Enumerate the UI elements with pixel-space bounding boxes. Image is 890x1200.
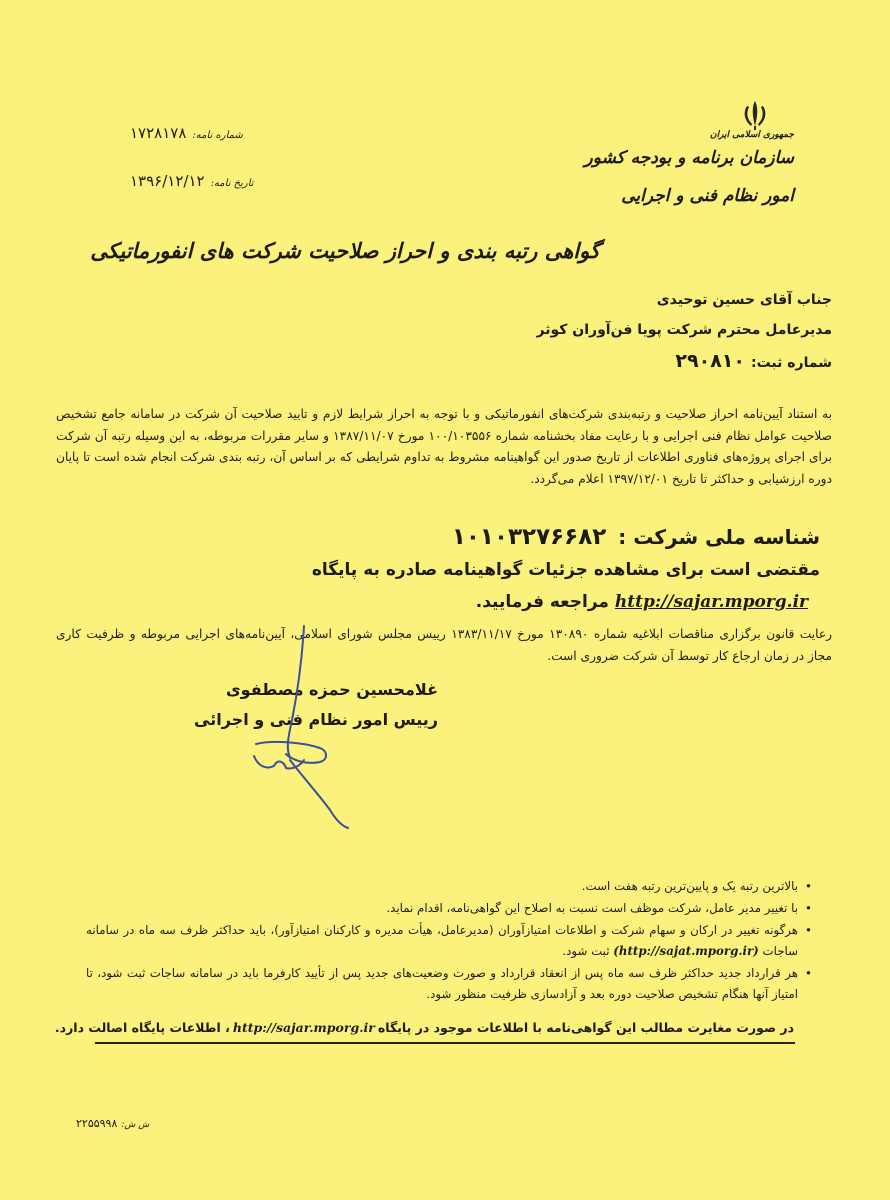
registration-value: ۲۹۰۸۱۰ xyxy=(675,350,745,372)
national-id-label: شناسه ملی شرکت : xyxy=(618,525,820,549)
sajat-link[interactable]: (http://sajat.mporg.ir) xyxy=(613,944,759,958)
national-id xyxy=(452,524,820,550)
notes-list xyxy=(86,876,812,1006)
signer-name: غلامحسین حمزه مصطفوی xyxy=(226,680,438,699)
registration-number xyxy=(675,350,832,372)
iran-emblem-icon xyxy=(738,98,772,132)
certificate-title: گواهی رتبه بندی و احراز صلاحیت شرکت های انفورماتیکی xyxy=(90,238,600,263)
letter-date xyxy=(130,172,254,190)
org-country: جمهوری اسلامی ایران xyxy=(709,130,794,140)
national-id-value: ۱۰۱۰۳۲۷۶۶۸۲ xyxy=(451,524,607,550)
note-item xyxy=(86,920,812,962)
serial-label: ش ش: xyxy=(121,1120,150,1130)
letter-number-label: شماره نامه: xyxy=(192,130,243,141)
sajar-link[interactable]: http://sajar.mporg.ir xyxy=(614,592,808,612)
notice-line-2-end: مراجعه فرمایید. xyxy=(475,592,609,612)
body-paragraph-2: رعایت قانون برگزاری مناقصات ابلاغیه شماره ۱۳۰۸۹۰ مورخ ۱۳۸۳/۱۱/۱۷ رییس مجلس شورای اسلامی، آیین‌نامه‌های اجرایی مربوطه و ظرفیت کاری مجاز در زمان ارجاع کار توسط آن شرکت ضروری است. xyxy=(56,627,832,663)
letter-number xyxy=(130,124,243,142)
letter-date-label: تاریخ نامه: xyxy=(210,178,254,189)
signer-role: رییس امور نظام فنی و اجرائی xyxy=(194,710,438,729)
warning-site-link[interactable]: http://sajar.mporg.ir xyxy=(232,1020,375,1035)
org-name: سازمان برنامه و بودجه کشور xyxy=(584,148,794,168)
serial-number xyxy=(76,1117,149,1130)
body-paragraph-1: به استناد آیین‌نامه احراز صلاحیت و رتبه‌بندی شرکت‌های انفورماتیکی و با توجه به احراز شرایط لازم و تایید صلاحیت آن شرکت در سامانه جامع تشخیص صلاحیت عوامل نظام فنی اجرایی و با رعایت مفاد بخشنامه شماره ۱۰۰/۱۰۳۵۵۶ مورخ ۱۳۸۷/۱۱/۰۷ و سایر مقررات مربوطه، به این وسیله رتبه آن شرکت برای اجرای پروژه‌های فناوری اطلاعات از تاریخ صدور این گواهینامه مشروط به تداوم شرایطی که بر اساس آن، رتبه بندی شرکت انجام شده است تا پایان دوره ارزشیابی و حداکثر تا تاریخ ۱۳۹۷/۱۲/۰۱ اعلام می‌گردد. xyxy=(56,407,833,486)
letter-number-value: ۱۷۲۸۱۷۸ xyxy=(130,124,187,142)
note-item: • با تغییر مدیر عامل، شرکت موظف است نسبت به اصلاح این گواهی‌نامه، اقدام نماید. xyxy=(86,898,812,919)
note-3-text: هرگونه تغییر در ارکان و سهام شرکت و اطلاعات امتیازآوران (مدیرعامل، هیأت مدیره و کارکنان امتیازآور)، باید حداکثر ظرف سه ماه در سامانه ساجات xyxy=(86,923,798,958)
warning-underline xyxy=(95,1042,795,1044)
serial-value: ۲۲۵۵۹۹۸ xyxy=(76,1117,118,1130)
notice-line-2 xyxy=(476,592,818,612)
validity-warning xyxy=(55,1020,794,1035)
registration-label: شماره ثبت: xyxy=(751,355,832,371)
notice-line-1: مقتضی است برای مشاهده جزئیات گواهینامه صادره به پایگاه xyxy=(311,560,820,580)
addressee-name: جناب آقای حسین توحیدی xyxy=(656,292,832,308)
note-3-end: ثبت شود. xyxy=(562,944,610,958)
warning-before: در صورت مغایرت مطالب این گواهی‌نامه با اطلاعات موجود در پایگاه xyxy=(377,1020,794,1035)
note-item: • بالاترین رتبه یک و پایین‌ترین رتبه هفت است. xyxy=(86,876,812,897)
handwritten-signature xyxy=(232,620,362,832)
warning-after: ، اطلاعات پایگاه اصالت دارد. xyxy=(54,1020,230,1035)
note-item: • هر قرارداد جدید حداکثر ظرف سه ماه پس از انعقاد قرارداد و صورت وضعیت‌های جدید پس از تأیید کارفرما باید در سامانه ساجات ثبت شود، تا امتیاز آنها هنگام تشخیص صلاحیت دوره بعد و آزادسازی ظرفیت منظور شود. xyxy=(86,963,812,1005)
org-department: امور نظام فنی و اجرایی xyxy=(621,186,794,206)
addressee-company: مدیرعامل محترم شرکت پویا فن‌آوران کوثر xyxy=(536,322,832,338)
letter-date-value: ۱۳۹۶/۱۲/۱۲ xyxy=(130,172,205,190)
